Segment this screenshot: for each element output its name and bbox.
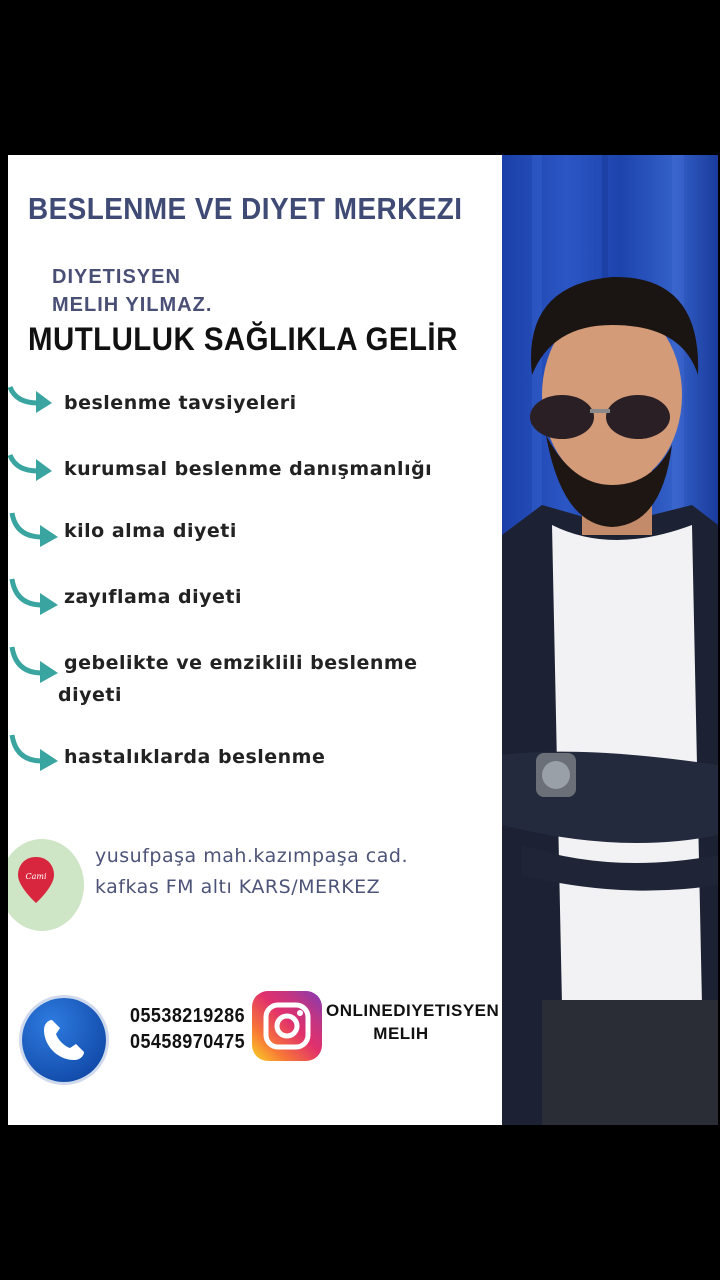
arrow-right-icon [8, 379, 56, 415]
instagram-handle[interactable] [326, 999, 500, 1045]
pin-label: Cami [25, 872, 47, 881]
instagram-handle-line-2: MELIH [373, 1024, 429, 1043]
service-label: gebelikte ve emzikli̇li̇ beslenme diyeti [58, 652, 418, 706]
arrow-right-icon [8, 731, 60, 775]
handset-icon [36, 1012, 92, 1068]
slogan: MUTLULUK SAĞLIKLA GELİR [28, 321, 458, 357]
instagram-handle-line-1: ONLINEDIYETISYEN [326, 1001, 500, 1020]
service-label: beslenme tavsiyeleri [64, 392, 297, 414]
portrait-photo [502, 155, 718, 1125]
location-pin-icon [16, 855, 56, 905]
arrow-right-icon [8, 643, 60, 687]
dietitian-role: DIYETISYEN [52, 266, 181, 288]
center-title: BESLENME VE DIYET MERKEZI [28, 191, 463, 226]
address [95, 841, 408, 903]
address-line-1: yusufpaşa mah.kazımpaşa cad. [95, 845, 408, 867]
phone-number-2[interactable]: 05458970475 [130, 1031, 246, 1053]
arrow-right-icon [8, 575, 60, 619]
dietitian-name: MELIH YILMAZ. [52, 294, 213, 316]
instagram-icon[interactable] [252, 991, 322, 1061]
phone-icon[interactable] [22, 998, 106, 1082]
service-label: kilo alma diyeti [64, 520, 237, 542]
arrow-right-icon [8, 509, 60, 549]
service-label: hastalıklarda beslenme [64, 746, 326, 768]
arrow-right-icon [8, 447, 56, 483]
location-badge [8, 839, 84, 931]
phone-number-1[interactable]: 05538219286 [130, 1005, 246, 1027]
phone-numbers [130, 1003, 245, 1055]
address-line-2: kafkas FM altı KARS/MERKEZ [95, 876, 381, 898]
flyer [8, 155, 718, 1125]
dietitian-block [52, 263, 212, 319]
service-label: zayıflama diyeti [64, 586, 243, 608]
service-label: kurumsal beslenme danışmanlığı [64, 458, 433, 480]
